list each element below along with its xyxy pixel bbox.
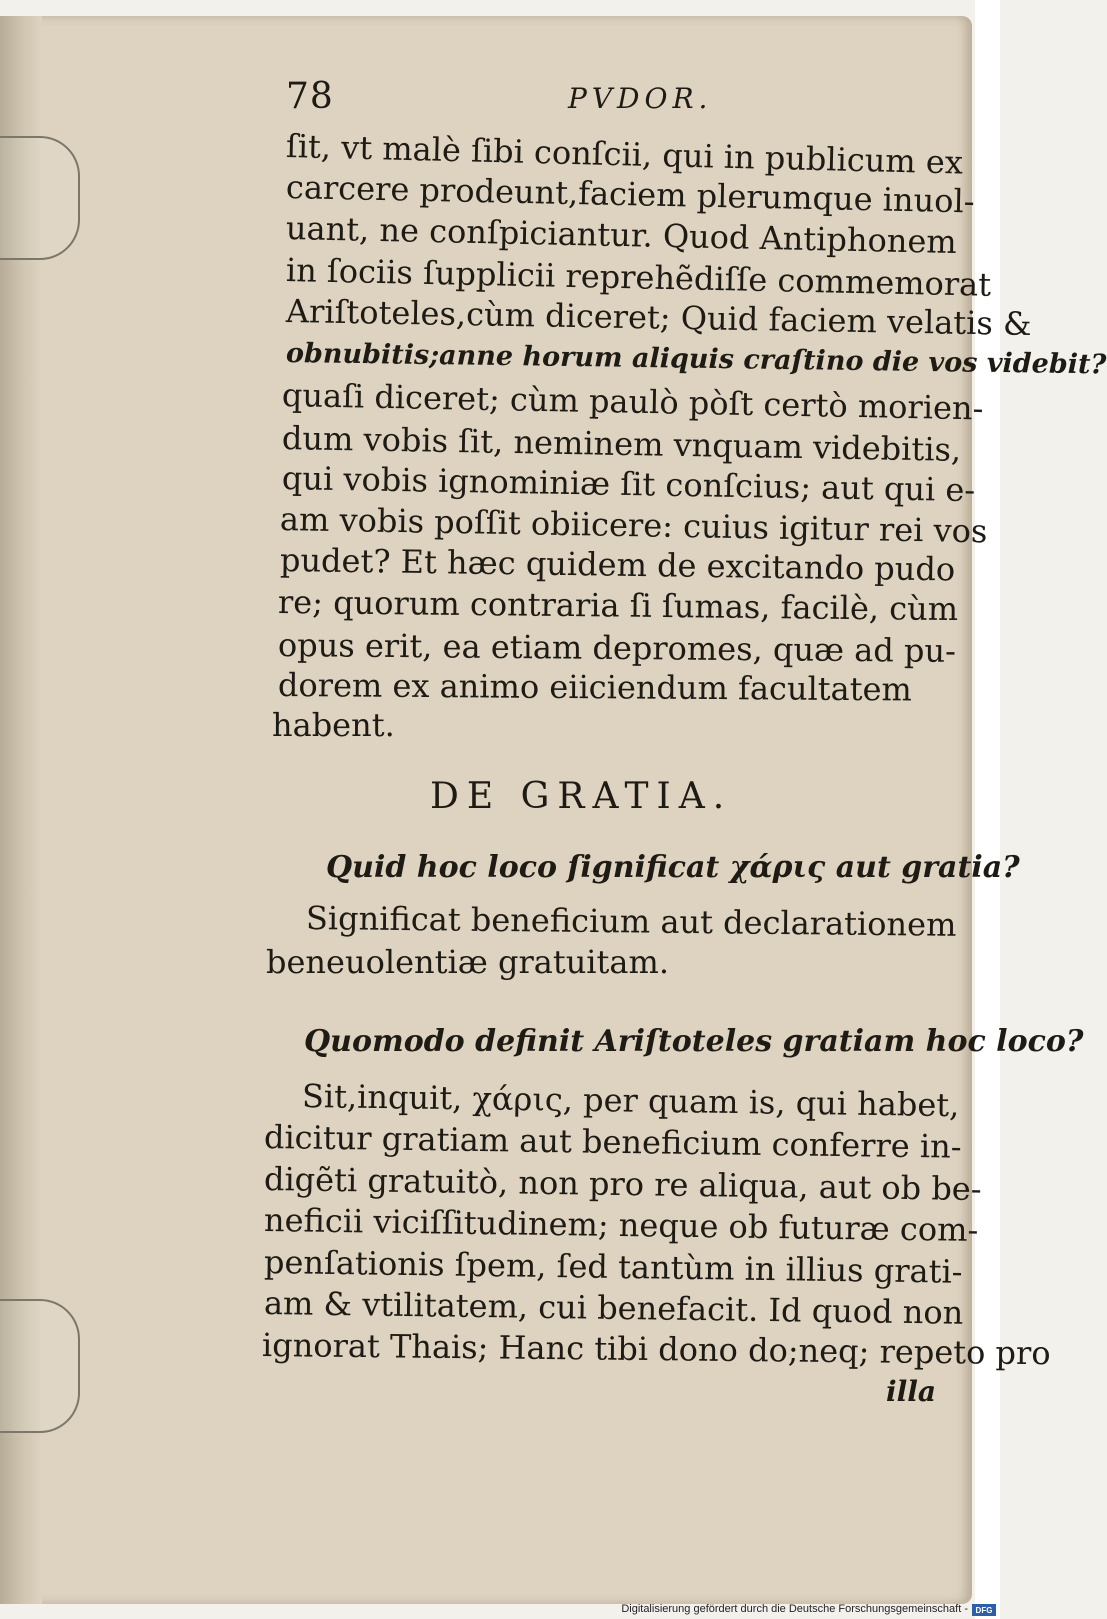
text-line: qui vobis ignominiæ ſit conſcius; aut qui e- bbox=[281, 459, 976, 510]
text-line: dicitur gratiam aut beneficium conferre in- bbox=[263, 1118, 962, 1166]
text-line: re; quorum contraria ſi ſumas, facilè, cùm bbox=[277, 583, 959, 629]
text-line: ignorat Thais; Hanc tibi dono do;neq; repeto pro bbox=[261, 1326, 1051, 1373]
page-clip-bottom bbox=[0, 1299, 80, 1433]
question-heading: Quomodo definit Ariſtoteles gratiam hoc loco? bbox=[304, 1024, 1084, 1059]
text-line: digẽti gratuitò, non pro re aliqua, aut ob be- bbox=[263, 1160, 982, 1209]
text-line: pudet? Et hæc quidem de excitando pudo bbox=[279, 541, 956, 589]
page-clip-top bbox=[0, 136, 80, 260]
text-line: uant, ne conſpiciantur. Quod Antiphonem bbox=[285, 209, 958, 262]
question-heading: Quid hoc loco ſignificat χάρις aut gratia? bbox=[326, 850, 1020, 885]
catchword: illa bbox=[886, 1375, 937, 1408]
scan-background bbox=[975, 0, 1000, 1619]
section-heading: DE GRATIA. bbox=[430, 776, 733, 817]
text-line: habent. bbox=[272, 706, 395, 744]
text-line: dorem ex animo eiiciendum facultatem bbox=[277, 666, 912, 709]
text-line: dum vobis ſit, neminem vnquam videbitis, bbox=[281, 419, 962, 469]
text-line: beneuolentiæ gratuitam. bbox=[266, 943, 669, 981]
text-line: am & vtilitatem, cui benefacit. Id quod non bbox=[263, 1284, 964, 1332]
text-line: opus erit, ea etiam depromes, quæ ad pu- bbox=[277, 626, 957, 670]
quotation-line: obnubitis;anne horum aliquis craſtino die vos videbit? bbox=[285, 338, 1107, 381]
text-line: penſationis ſpem, ſed tantùm in illius grati- bbox=[263, 1243, 963, 1291]
text-line: Significat beneficium aut declarationem bbox=[305, 899, 957, 944]
text-line: in ſociis ſupplicii reprehẽdiſſe commemorat bbox=[285, 251, 992, 304]
running-title: PVDOR. bbox=[568, 82, 713, 115]
digitization-credit: Digitalisierung gefördert durch die Deutsche Forschungsgemeinschaft - bbox=[621, 1603, 968, 1615]
text-line: am vobis poſſit obiicere: cuius igitur rei vos bbox=[279, 500, 988, 551]
text-line: Sit,inquit, χάρις, per quam is, qui habet, bbox=[301, 1077, 960, 1125]
text-line: ſit, vt malè ſibi conſcii, qui in publicum ex bbox=[285, 127, 964, 182]
text-line: neficii viciſſitudinem; neque ob futuræ com- bbox=[263, 1201, 979, 1249]
page-number: 78 bbox=[286, 76, 334, 117]
text-line: Ariſtoteles,cùm diceret; Quid faciem velatis & bbox=[285, 292, 1032, 344]
text-line: quaſi diceret; cùm paulò pòſt certò morien- bbox=[281, 376, 984, 428]
dfg-logo: DFG bbox=[972, 1604, 996, 1616]
text-line: carcere prodeunt,faciem plerumque inuol- bbox=[285, 168, 975, 221]
